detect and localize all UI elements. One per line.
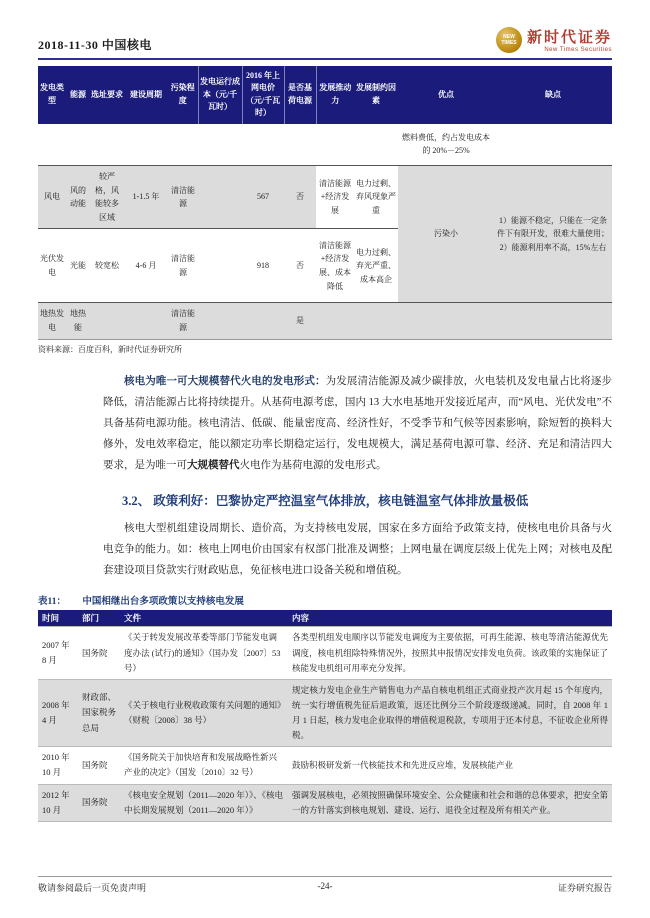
cell-time: 2012 年 10 月 — [38, 784, 78, 821]
cell-baseload: 是 — [284, 303, 316, 339]
cell-empty — [398, 303, 494, 339]
policy-row-2007 — [38, 627, 612, 679]
policy-table-header-row — [38, 610, 612, 627]
cell-pollution: 清洁能源 — [168, 229, 198, 303]
col-header-op-cost: 发电运行成本（元/千瓦时） — [198, 66, 242, 124]
cell-2016-tariff: 918 — [242, 229, 284, 303]
col-header-time: 时间 — [38, 610, 78, 627]
col-header-build-period: 建设周期 — [124, 66, 168, 124]
cell-empty — [168, 124, 198, 166]
paragraph-inline-bold: 大规模替代 — [187, 459, 240, 471]
cell-empty — [316, 124, 354, 166]
col-header-disadvantage: 缺点 — [494, 66, 612, 124]
energy-row-geothermal — [38, 303, 612, 339]
paragraph-text-tail: 火电作为基荷电源的发电形式。 — [239, 459, 387, 471]
cell-disadvantage-merged: 1）能源不稳定，只能在一定条件下有限开发，很难大量使用；2）能源利用率不高，15%左右 — [494, 166, 612, 303]
cell-content: 强调发展核电，必须按照确保环境安全、公众健康和社会和谐的总体要求，把安全第一的方针落实到核电规划、建设、运行、退役全过程及所有相关产业。 — [288, 784, 612, 821]
paragraph-lead-bold: 核电为唯一可大规模替代火电的发电形式： — [124, 375, 326, 387]
cell-driver: 清洁能源+经济发展、成本降低 — [316, 229, 354, 303]
paragraph-policy-support — [103, 518, 612, 581]
energy-table-header-row — [38, 66, 612, 124]
cell-driver — [316, 303, 354, 339]
cell-time: 2007 年 8 月 — [38, 627, 78, 679]
paragraph-text: 核电大型机组建设周期长、造价高，为支持核电发展，国家在多方面给予政策支持，使核电电价具备与火电竞争的能力。如：核电上网电价由国家有权部门批准及调整；上网电量在调度层级上优先上网；对核电及配套建设项目贷款实行财政贴息，免征核电进口设备关税和增值税。 — [103, 522, 612, 576]
cell-power-type: 地热发电 — [38, 303, 66, 339]
paragraph-text: 为发展清洁能源及减少碳排放，火电装机及发电量占比将逐步降低，清洁能源占比将持续提升。从基荷电源考虑，国内 13 大水电基地开发接近尾声，而“风电、光伏发电”不具备基荷电源功能。核电清洁、低碳、能量密度高、经济性好，不受季节和气候等因素影响，除短暂的换料大修外，发电效率稳定，能以额定功率长期稳定运行，发电规模大，满足基荷电源可靠、经济、充足和清洁四大要求，是为唯一可 — [103, 375, 613, 471]
cell-advantage-carryover: 燃料费低，约占发电成本的 20%－25% — [398, 124, 494, 166]
energy-comparison-table — [38, 66, 612, 340]
report-date-title: 2018-11-30 中国核电 — [38, 38, 152, 52]
cell-constraint — [354, 303, 398, 339]
col-header-pollution: 污染程度 — [168, 66, 198, 124]
cell-empty — [66, 124, 90, 166]
cell-siting: 较宽松 — [90, 229, 124, 303]
col-header-siting: 选址要求 — [90, 66, 124, 124]
cell-build-period — [124, 303, 168, 339]
cell-dept: 财政部、国家税务总局 — [78, 679, 120, 747]
cell-empty — [494, 124, 612, 166]
cell-content: 各类型机组发电顺序以节能发电调度为主要依据，可再生能源、核电等清洁能源优先调度，核电机组除特殊情况外，按照其申报情况安排发电负荷。该政策的实施保证了核能发电机组可用率充分发挥。 — [288, 627, 612, 679]
brand-seal-line2: TIMES — [501, 39, 517, 46]
table-source-note: 资料来源：百度百科，新时代证券研究所 — [38, 344, 182, 354]
brand-seal-line1: NEW — [503, 33, 515, 40]
cell-empty — [284, 124, 316, 166]
cell-pollution: 清洁能源 — [168, 166, 198, 229]
cell-op-cost — [198, 229, 242, 303]
cell-document: 《核电安全规划（2011—2020 年）》、《核电中长期发展规划（2011—2020 年）》 — [120, 784, 288, 821]
cell-time: 2008 年 4 月 — [38, 679, 78, 747]
col-header-driver: 发展推动力 — [316, 66, 354, 124]
cell-content: 规定核力发电企业生产销售电力产品自核电机组正式商业投产次月起 15 个年度内，统一实行增值税先征后退政策，返还比例分三个阶段逐级递减。同时，自 2008 年 1 月 1 日起，核力发电企业取得的增值税退税款，专项用于还本付息，不征收企业所得税。 — [288, 679, 612, 747]
cell-empty — [90, 124, 124, 166]
energy-row-wind — [38, 166, 612, 229]
page-number: -24- — [317, 881, 333, 891]
energy-row-carryover — [38, 124, 612, 166]
col-header-advantage: 优点 — [398, 66, 494, 124]
cell-document: 《关于核电行业税收政策有关问题的通知》（财税〔2008〕38 号） — [120, 679, 288, 747]
cell-constraint: 电力过剩、弃光严重、成本高企 — [354, 229, 398, 303]
cell-op-cost — [198, 303, 242, 339]
cell-content: 鼓励积极研发新一代核能技术和先进反应堆，发展核能产业 — [288, 747, 612, 784]
footer-report-type: 证券研究报告 — [557, 883, 612, 893]
cell-energy: 地热能 — [66, 303, 90, 339]
cell-empty — [242, 124, 284, 166]
policy-table — [38, 610, 612, 822]
cell-op-cost — [198, 166, 242, 229]
cell-2016-tariff: 567 — [242, 166, 284, 229]
header-rule — [38, 58, 612, 60]
page-footer — [38, 876, 612, 894]
brand-logo — [496, 26, 612, 53]
cell-power-type: 光伏发电 — [38, 229, 66, 303]
cell-empty — [38, 124, 66, 166]
cell-dept: 国务院 — [78, 747, 120, 784]
cell-power-type: 风电 — [38, 166, 66, 229]
cell-constraint: 电力过剩、弃风现象严重 — [354, 166, 398, 229]
footer-disclaimer: 敬请参阅最后一页免责声明 — [38, 883, 147, 893]
cell-dept: 国务院 — [78, 784, 120, 821]
section-title: 政策利好：巴黎协定严控温室气体排放，核电链温室气体排放量极低 — [153, 493, 529, 508]
cell-empty — [124, 124, 168, 166]
cell-empty — [354, 124, 398, 166]
policy-row-2008 — [38, 679, 612, 747]
col-header-content: 内容 — [288, 610, 612, 627]
cell-dept: 国务院 — [78, 627, 120, 679]
policy-row-2012 — [38, 784, 612, 821]
cell-energy: 风的动能 — [66, 166, 90, 229]
table-title-text: 中国相继出台多项政策以支持核电发展 — [82, 596, 244, 607]
cell-document: 《关于转发发展改革委等部门节能发电调度办法 (试行)的通知》（国办发〔2007〕53 号） — [120, 627, 288, 679]
section-number: 3.2、 — [122, 493, 151, 508]
col-header-2016-tariff: 2016 年上网电价（元/千瓦时） — [242, 66, 284, 124]
cell-baseload: 否 — [284, 229, 316, 303]
col-header-energy: 能源 — [66, 66, 90, 124]
paragraph-nuclear-replacement — [103, 371, 612, 476]
section-heading-3-2 — [122, 490, 612, 512]
col-header-constraint: 发展制约因素 — [354, 66, 398, 124]
cell-empty — [198, 124, 242, 166]
col-header-power-type: 发电类型 — [38, 66, 66, 124]
policy-table-title — [38, 593, 612, 607]
cell-siting — [90, 303, 124, 339]
page-header — [38, 26, 612, 53]
cell-driver: 清洁能源+经济发展 — [316, 166, 354, 229]
cell-build-period: 1-1.5 年 — [124, 166, 168, 229]
col-header-document: 文件 — [120, 610, 288, 627]
cell-empty — [494, 303, 612, 339]
cell-time: 2010 年 10 月 — [38, 747, 78, 784]
cell-build-period: 4-6 月 — [124, 229, 168, 303]
col-header-dept: 部门 — [78, 610, 120, 627]
brand-name-en: New Times Securities — [544, 47, 612, 53]
col-header-baseload: 是否基荷电源 — [284, 66, 316, 124]
table-label: 表11： — [38, 596, 66, 607]
policy-row-2010 — [38, 747, 612, 784]
cell-siting: 较严格，风能较多区域 — [90, 166, 124, 229]
cell-document: 《国务院关于加快培育和发展战略性新兴产业的决定》（国发〔2010〕32 号） — [120, 747, 288, 784]
brand-seal-icon — [496, 27, 522, 53]
cell-2016-tariff — [242, 303, 284, 339]
cell-pollution: 清洁能源 — [168, 303, 198, 339]
cell-energy: 光能 — [66, 229, 90, 303]
brand-name-cn: 新时代证券 — [526, 30, 612, 46]
cell-advantage-merged: 污染小 — [398, 166, 494, 303]
cell-baseload: 否 — [284, 166, 316, 229]
